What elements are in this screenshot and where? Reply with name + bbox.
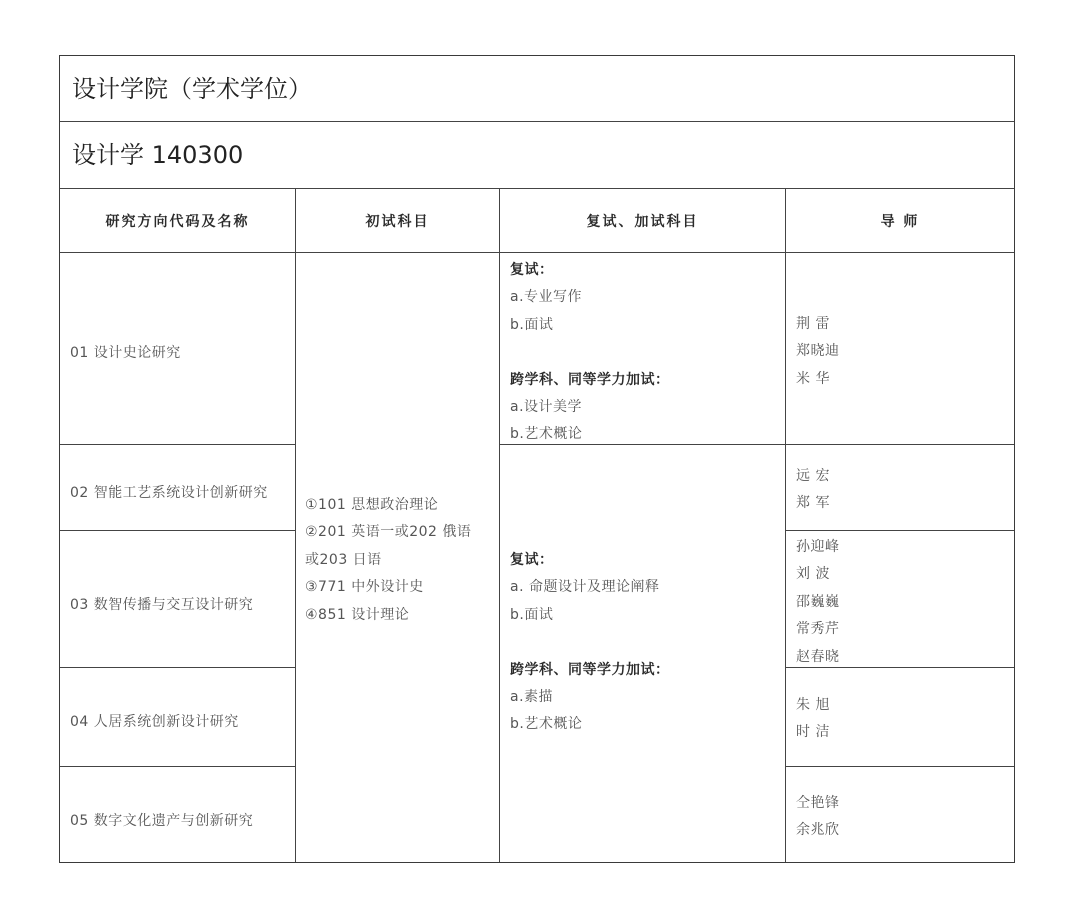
prelim-subject: 或203 日语 xyxy=(305,551,382,568)
tutor-name: 朱 旭 xyxy=(796,697,830,713)
extra-exam-label: 跨学科、同等学力加试： xyxy=(510,661,670,678)
header-direction: 研究方向代码及名称 xyxy=(105,214,250,230)
divider xyxy=(60,667,296,668)
tutor-name: 邵巍巍 xyxy=(796,593,840,610)
tutor-list xyxy=(796,534,840,671)
extra-exam-item: b.艺术概论 xyxy=(510,716,583,733)
divider xyxy=(60,444,296,445)
tutor-list xyxy=(796,311,840,393)
major-title: 设计学 140300 xyxy=(72,141,244,169)
direction-name: 02 智能工艺系统设计创新研究 xyxy=(70,485,268,501)
extra-exam-item: a.素描 xyxy=(510,688,554,705)
retest-item: a.专业写作 xyxy=(510,289,583,306)
retest-item: b.面试 xyxy=(510,606,554,623)
divider xyxy=(60,766,296,767)
direction-name: 01 设计史论研究 xyxy=(70,345,181,361)
tutor-list xyxy=(796,790,840,845)
tutor-name: 时 洁 xyxy=(796,724,830,741)
divider xyxy=(60,188,1014,189)
divider xyxy=(785,189,786,862)
prelim-subject: ②201 英语一或202 俄语 xyxy=(305,524,472,541)
retest-label: 复试： xyxy=(510,552,554,568)
direction-name: 05 数字文化遗产与创新研究 xyxy=(70,813,254,829)
retest-label: 复试： xyxy=(510,262,554,278)
retest-group-2 xyxy=(510,547,670,739)
tutor-name: 仝艳锋 xyxy=(796,795,840,811)
extra-exam-label: 跨学科、同等学力加试： xyxy=(510,371,670,388)
tutor-name: 赵春晓 xyxy=(796,648,840,665)
extra-exam-item: b.艺术概论 xyxy=(510,426,583,443)
direction-name: 04 人居系统创新设计研究 xyxy=(70,714,239,730)
divider xyxy=(786,766,1014,767)
tutor-name: 郑晓迪 xyxy=(796,343,840,360)
divider xyxy=(60,530,296,531)
header-tutor: 导 师 xyxy=(880,214,920,230)
divider xyxy=(499,189,500,862)
divider xyxy=(60,252,1014,253)
prelim-subject: ④851 设计理论 xyxy=(305,606,410,623)
prelim-subject: ①101 思想政治理论 xyxy=(305,497,439,513)
tutor-name: 郑 军 xyxy=(796,495,830,512)
tutor-name: 刘 波 xyxy=(796,566,830,583)
prelim-subject: ③771 中外设计史 xyxy=(305,579,424,596)
tutor-name: 孙迎峰 xyxy=(796,539,840,555)
header-retest: 复试、加试科目 xyxy=(586,214,699,230)
tutor-name: 余兆欣 xyxy=(796,822,840,839)
extra-exam-item: a.设计美学 xyxy=(510,398,583,415)
tutor-list xyxy=(796,463,830,518)
tutor-name: 荆 雷 xyxy=(796,316,830,332)
direction-name: 03 数智传播与交互设计研究 xyxy=(70,597,254,613)
divider xyxy=(786,530,1014,531)
college-title: 设计学院（学术学位） xyxy=(72,75,312,103)
program-table xyxy=(59,55,1015,863)
prelim-subjects xyxy=(305,492,471,629)
tutor-list xyxy=(796,692,830,747)
retest-group-1 xyxy=(510,257,670,449)
divider xyxy=(60,121,1014,122)
divider xyxy=(295,189,296,862)
retest-item: a. 命题设计及理论阐释 xyxy=(510,579,660,596)
tutor-name: 远 宏 xyxy=(796,468,830,484)
retest-item: b.面试 xyxy=(510,316,554,333)
tutor-name: 常秀芹 xyxy=(796,621,840,638)
tutor-name: 米 华 xyxy=(796,370,830,387)
header-prelim: 初试科目 xyxy=(365,214,430,230)
